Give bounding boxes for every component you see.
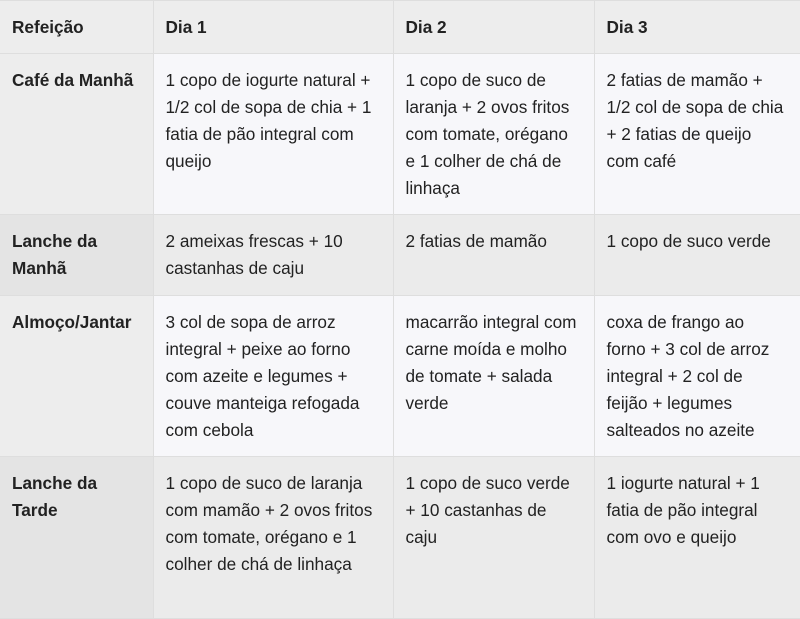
header-dia-2: Dia 2 — [393, 1, 594, 54]
table-cell: macarrão integral com carne moída e molho de tomate + salada verde — [393, 296, 594, 457]
table-cell: 1 copo de iogurte natural + 1/2 col de sopa de chia + 1 fatia de pão integral com queijo — [153, 54, 393, 215]
table-cell: 2 fatias de mamão — [393, 215, 594, 296]
header-refeicao: Refeição — [0, 1, 153, 54]
table-cell: 1 copo de suco de laranja + 2 ovos fritos com tomate, orégano e 1 colher de chá de linhaça — [393, 54, 594, 215]
table-cell: 3 col de sopa de arroz integral + peixe ao forno com azeite e legumes + couve manteiga refogada com cebola — [153, 296, 393, 457]
table-row — [0, 215, 800, 296]
table-cell: 1 copo de suco verde — [594, 215, 800, 296]
table-cell: coxa de frango ao forno + 3 col de arroz integral + 2 col de feijão + legumes salteados no azeite — [594, 296, 800, 457]
meal-name: Lanche da Manhã — [0, 215, 153, 296]
header-dia-3: Dia 3 — [594, 1, 800, 54]
meal-name: Almoço/Jantar — [0, 296, 153, 457]
table-cell: 2 fatias de mamão + 1/2 col de sopa de chia + 2 fatias de queijo com café — [594, 54, 800, 215]
table-row — [0, 296, 800, 457]
table-row — [0, 54, 800, 215]
table-cell: 1 copo de suco verde + 10 castanhas de caju — [393, 457, 594, 619]
table-cell: 1 copo de suco de laranja com mamão + 2 ovos fritos com tomate, orégano e 1 colher de chá de linhaça — [153, 457, 393, 619]
table-row — [0, 457, 800, 619]
header-row — [0, 1, 800, 54]
meal-name: Lanche da Tarde — [0, 457, 153, 619]
meal-name: Café da Manhã — [0, 54, 153, 215]
table-cell: 2 ameixas frescas + 10 castanhas de caju — [153, 215, 393, 296]
table-cell: 1 iogurte natural + 1 fatia de pão integral com ovo e queijo — [594, 457, 800, 619]
header-dia-1: Dia 1 — [153, 1, 393, 54]
